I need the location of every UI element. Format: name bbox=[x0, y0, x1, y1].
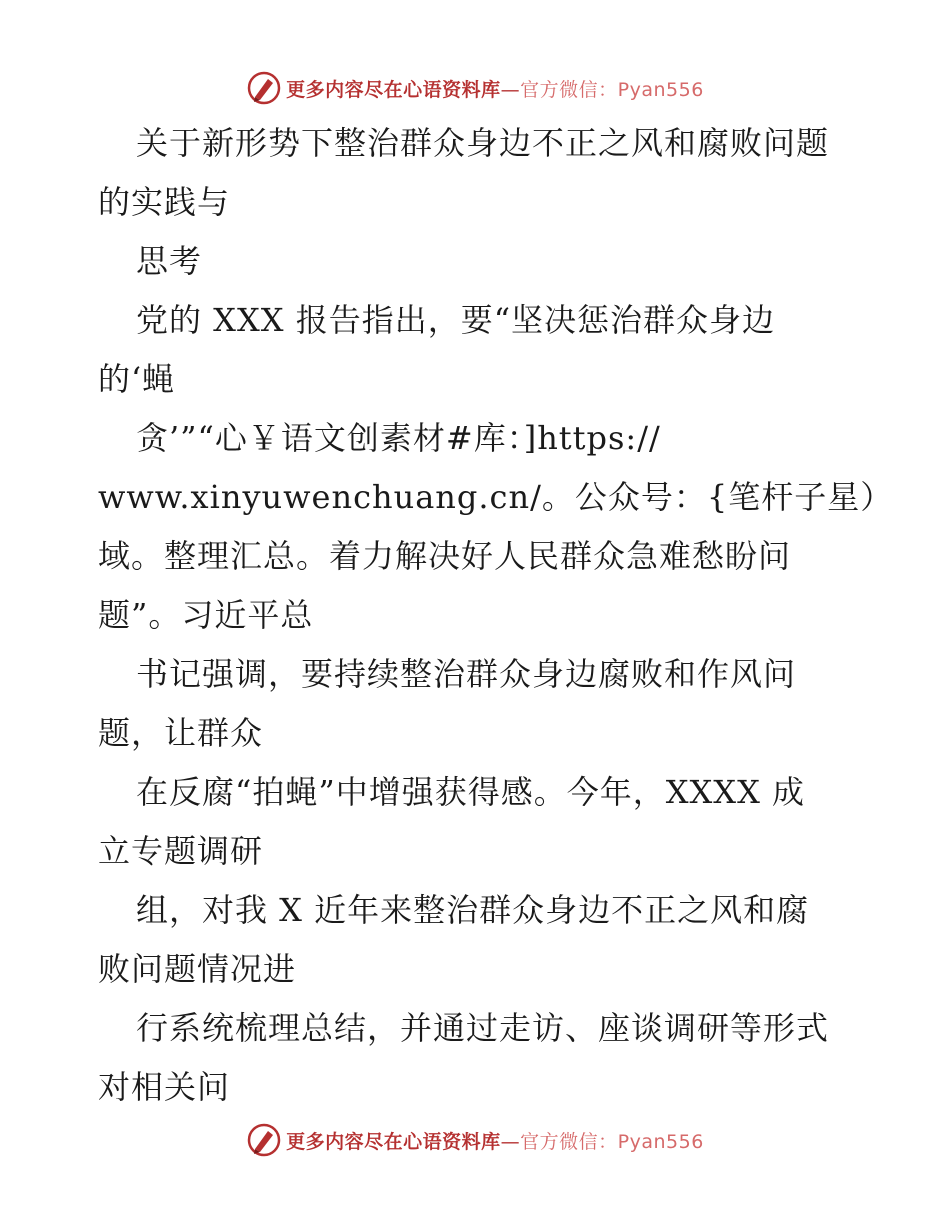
paragraph-line: 题，让群众 bbox=[98, 714, 264, 752]
paragraph-line: www.xinyuwenchuang.cn/。公众号：{笔杆子星） bbox=[98, 478, 894, 516]
pen-nib-logo-icon bbox=[246, 1122, 282, 1158]
header-banner bbox=[0, 68, 950, 108]
paragraph-line: 对相关问 bbox=[98, 1068, 231, 1106]
paragraph-line: 败问题情况进 bbox=[98, 950, 297, 988]
paragraph-line: 组，对我 X 近年来整治群众身边不正之风和腐 bbox=[136, 891, 810, 929]
paragraph-line: 的实践与 bbox=[98, 183, 231, 221]
banner-wechat: 官方微信：Pyan556 bbox=[520, 1130, 704, 1153]
banner-brand: 更多内容尽在心语资料库 bbox=[286, 78, 501, 101]
banner-wechat: 官方微信：Pyan556 bbox=[520, 78, 704, 101]
banner-dash: — bbox=[500, 78, 521, 101]
paragraph-line: 在反腐“拍蝇”中增强获得感。今年，XXXX 成 bbox=[136, 773, 806, 811]
paragraph-line: 思考 bbox=[136, 242, 203, 280]
banner-text bbox=[286, 1127, 704, 1154]
banner-text bbox=[286, 75, 704, 102]
paragraph-line: 行系统梳理总结，并通过走访、座谈调研等形式 bbox=[136, 1009, 830, 1047]
paragraph-line: 题”。习近平总 bbox=[98, 596, 314, 634]
paragraph-line: 的‘蝇 bbox=[98, 360, 176, 398]
paragraph-line: 域。整理汇总。着力解决好人民群众急难愁盼问 bbox=[98, 537, 792, 575]
paragraph-line: 关于新形势下整治群众身边不正之风和腐败问题 bbox=[136, 124, 830, 162]
banner-dash: — bbox=[500, 1130, 521, 1153]
banner-brand: 更多内容尽在心语资料库 bbox=[286, 1130, 501, 1153]
paragraph-line: 书记强调，要持续整治群众身边腐败和作风问 bbox=[136, 655, 797, 693]
paragraph-line: 立专题调研 bbox=[98, 832, 264, 870]
pen-nib-logo-icon bbox=[246, 70, 282, 106]
paragraph-line: 党的 XXX 报告指出，要“坚决惩治群众身边 bbox=[136, 301, 776, 339]
paragraph-line: 贪’”“心￥语文创素材#库：]https:// bbox=[136, 419, 661, 457]
footer-banner bbox=[0, 1120, 950, 1160]
